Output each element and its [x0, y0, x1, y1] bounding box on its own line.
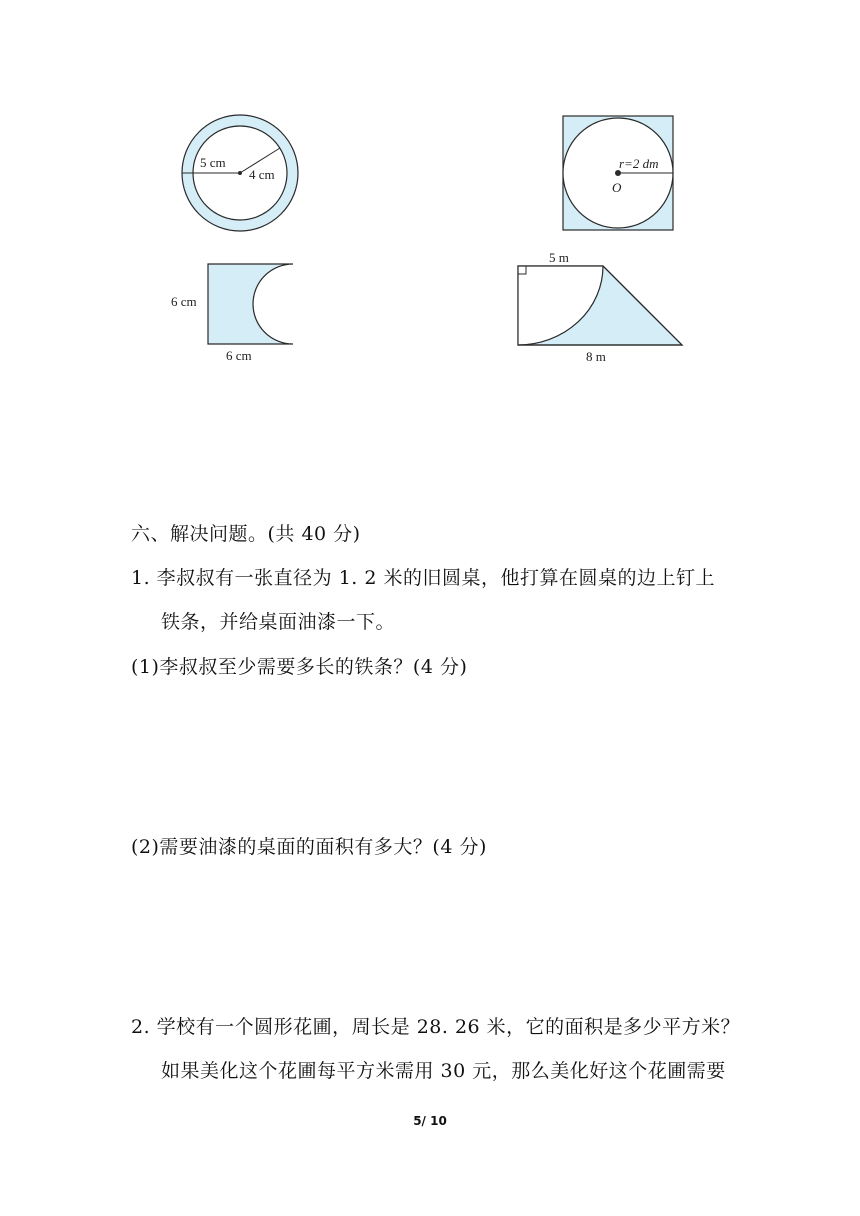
- ring-figure: [170, 105, 310, 245]
- trapezoid-top-label: 5 m: [549, 250, 569, 265]
- radius-label: r=2 dm: [619, 156, 659, 171]
- notched-square-figure: [165, 255, 305, 370]
- notched-square-bottom-label: 6 cm: [226, 348, 252, 363]
- page-number: 5/ 10: [413, 1114, 447, 1128]
- notched-square-shape: [208, 264, 293, 344]
- square-circle-figure: [558, 110, 683, 235]
- notched-square-side-label: 6 cm: [171, 294, 197, 309]
- ring-center-dot: [238, 171, 242, 175]
- question-2-line-1: 2. 学校有一个圆形花圃，周长是 28. 26 米，它的面积是多少平方米？: [131, 1016, 741, 1038]
- trapezoid-bottom-label: 8 m: [586, 349, 606, 364]
- section-title: 六、解决问题。(共 40 分): [131, 523, 361, 545]
- question-1-sub-1: (1)李叔叔至少需要多长的铁条？(4 分): [131, 656, 468, 678]
- trapezoid-figure: [508, 245, 693, 370]
- question-2-line-2: 如果美化这个花圃每平方米需用 30 元，那么美化好这个花圃需要: [161, 1060, 726, 1082]
- question-1-line-2: 铁条，并给桌面油漆一下。: [161, 611, 396, 633]
- question-1-line-1: 1. 李叔叔有一张直径为 1. 2 米的旧圆桌，他打算在圆桌的边上钉上: [131, 567, 716, 589]
- ring-inner-label: 4 cm: [249, 167, 275, 182]
- question-1-sub-2: (2)需要油漆的桌面的面积有多大？(4 分): [131, 836, 487, 858]
- ring-outer-label: 5 cm: [200, 155, 226, 170]
- center-label: O: [612, 180, 622, 195]
